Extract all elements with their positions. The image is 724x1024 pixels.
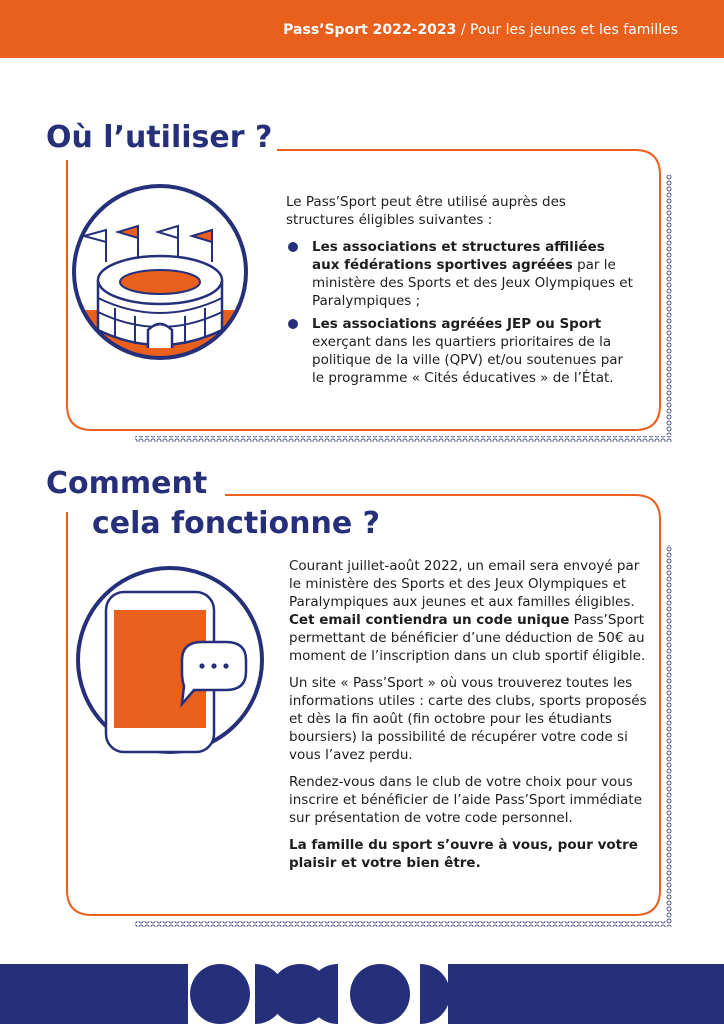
where-text (286, 193, 634, 392)
list-item (286, 315, 634, 387)
bullet-dot-icon (288, 319, 298, 329)
how-p1-text: Courant juillet-août 2022, un email sera envoyé par le ministère des Sports et des Jeux Olympiques et Paralympiques aux jeunes et aux familles éligibles. (289, 558, 640, 610)
header-subtitle: / Pour les jeunes et les familles (456, 22, 678, 38)
phone-message-icon (70, 560, 270, 770)
how-paragraph-2: Un site « Pass’Sport » où vous trouverez toutes les informations utiles : carte des clubs, sports proposés et dès la fin août (fin octobre pour les étudiants boursiers) la possibilité de récupérer votre code si vous l’avez perdu. (289, 675, 647, 763)
how-paragraph-3: Rendez-vous dans le club de votre choix pour vous inscrire et bénéficier de l’aide Pass’Sport immédiate sur présentation de votre code personnel. (289, 774, 643, 826)
how-p4-bold: La famille du sport s’ouvre à vous, pour votre plaisir et votre bien être. (289, 837, 638, 871)
bullet-1-bold: Les associations et structures affiliées aux fédérations sportives agréées (312, 239, 605, 273)
list-item (286, 238, 634, 310)
bullet-dot-icon (288, 242, 298, 252)
how-text (289, 557, 647, 881)
bullet-2-bold: Les associations agréées JEP ou Sport (312, 316, 602, 332)
how-paragraph-4 (289, 836, 647, 872)
how-p1-bold: Cet email contiendra un code unique (289, 612, 570, 628)
how-p1-text2: Pass’Sport permettant de bénéficier d’une déduction de 50€ au moment de l’inscription dans un club sportif éligible. (289, 612, 646, 664)
header-title: Pass’Sport 2022-2023 (283, 22, 457, 38)
stadium-icon (70, 170, 250, 380)
section-title-how-2: cela fonctionne ? (92, 506, 381, 541)
bullet-2-text: exerçant dans les quartiers prioritaires de la politique de la ville (QPV) et/ou soutenues par le programme « Cités éducatives » de l’État. (312, 334, 624, 386)
where-list (286, 238, 634, 387)
how-paragraph-1 (289, 557, 647, 665)
bullet-1-text: par le ministère des Sports et des Jeux Olympiques et Paralympiques ; (312, 257, 633, 309)
section-title-how-1: Comment (46, 466, 208, 501)
where-intro: Le Pass’Sport peut être utilisé auprès des structures éligibles suivantes : (286, 194, 566, 228)
section-title-where: Où l’utiliser ? (46, 120, 273, 155)
footer-pattern (0, 960, 724, 1024)
